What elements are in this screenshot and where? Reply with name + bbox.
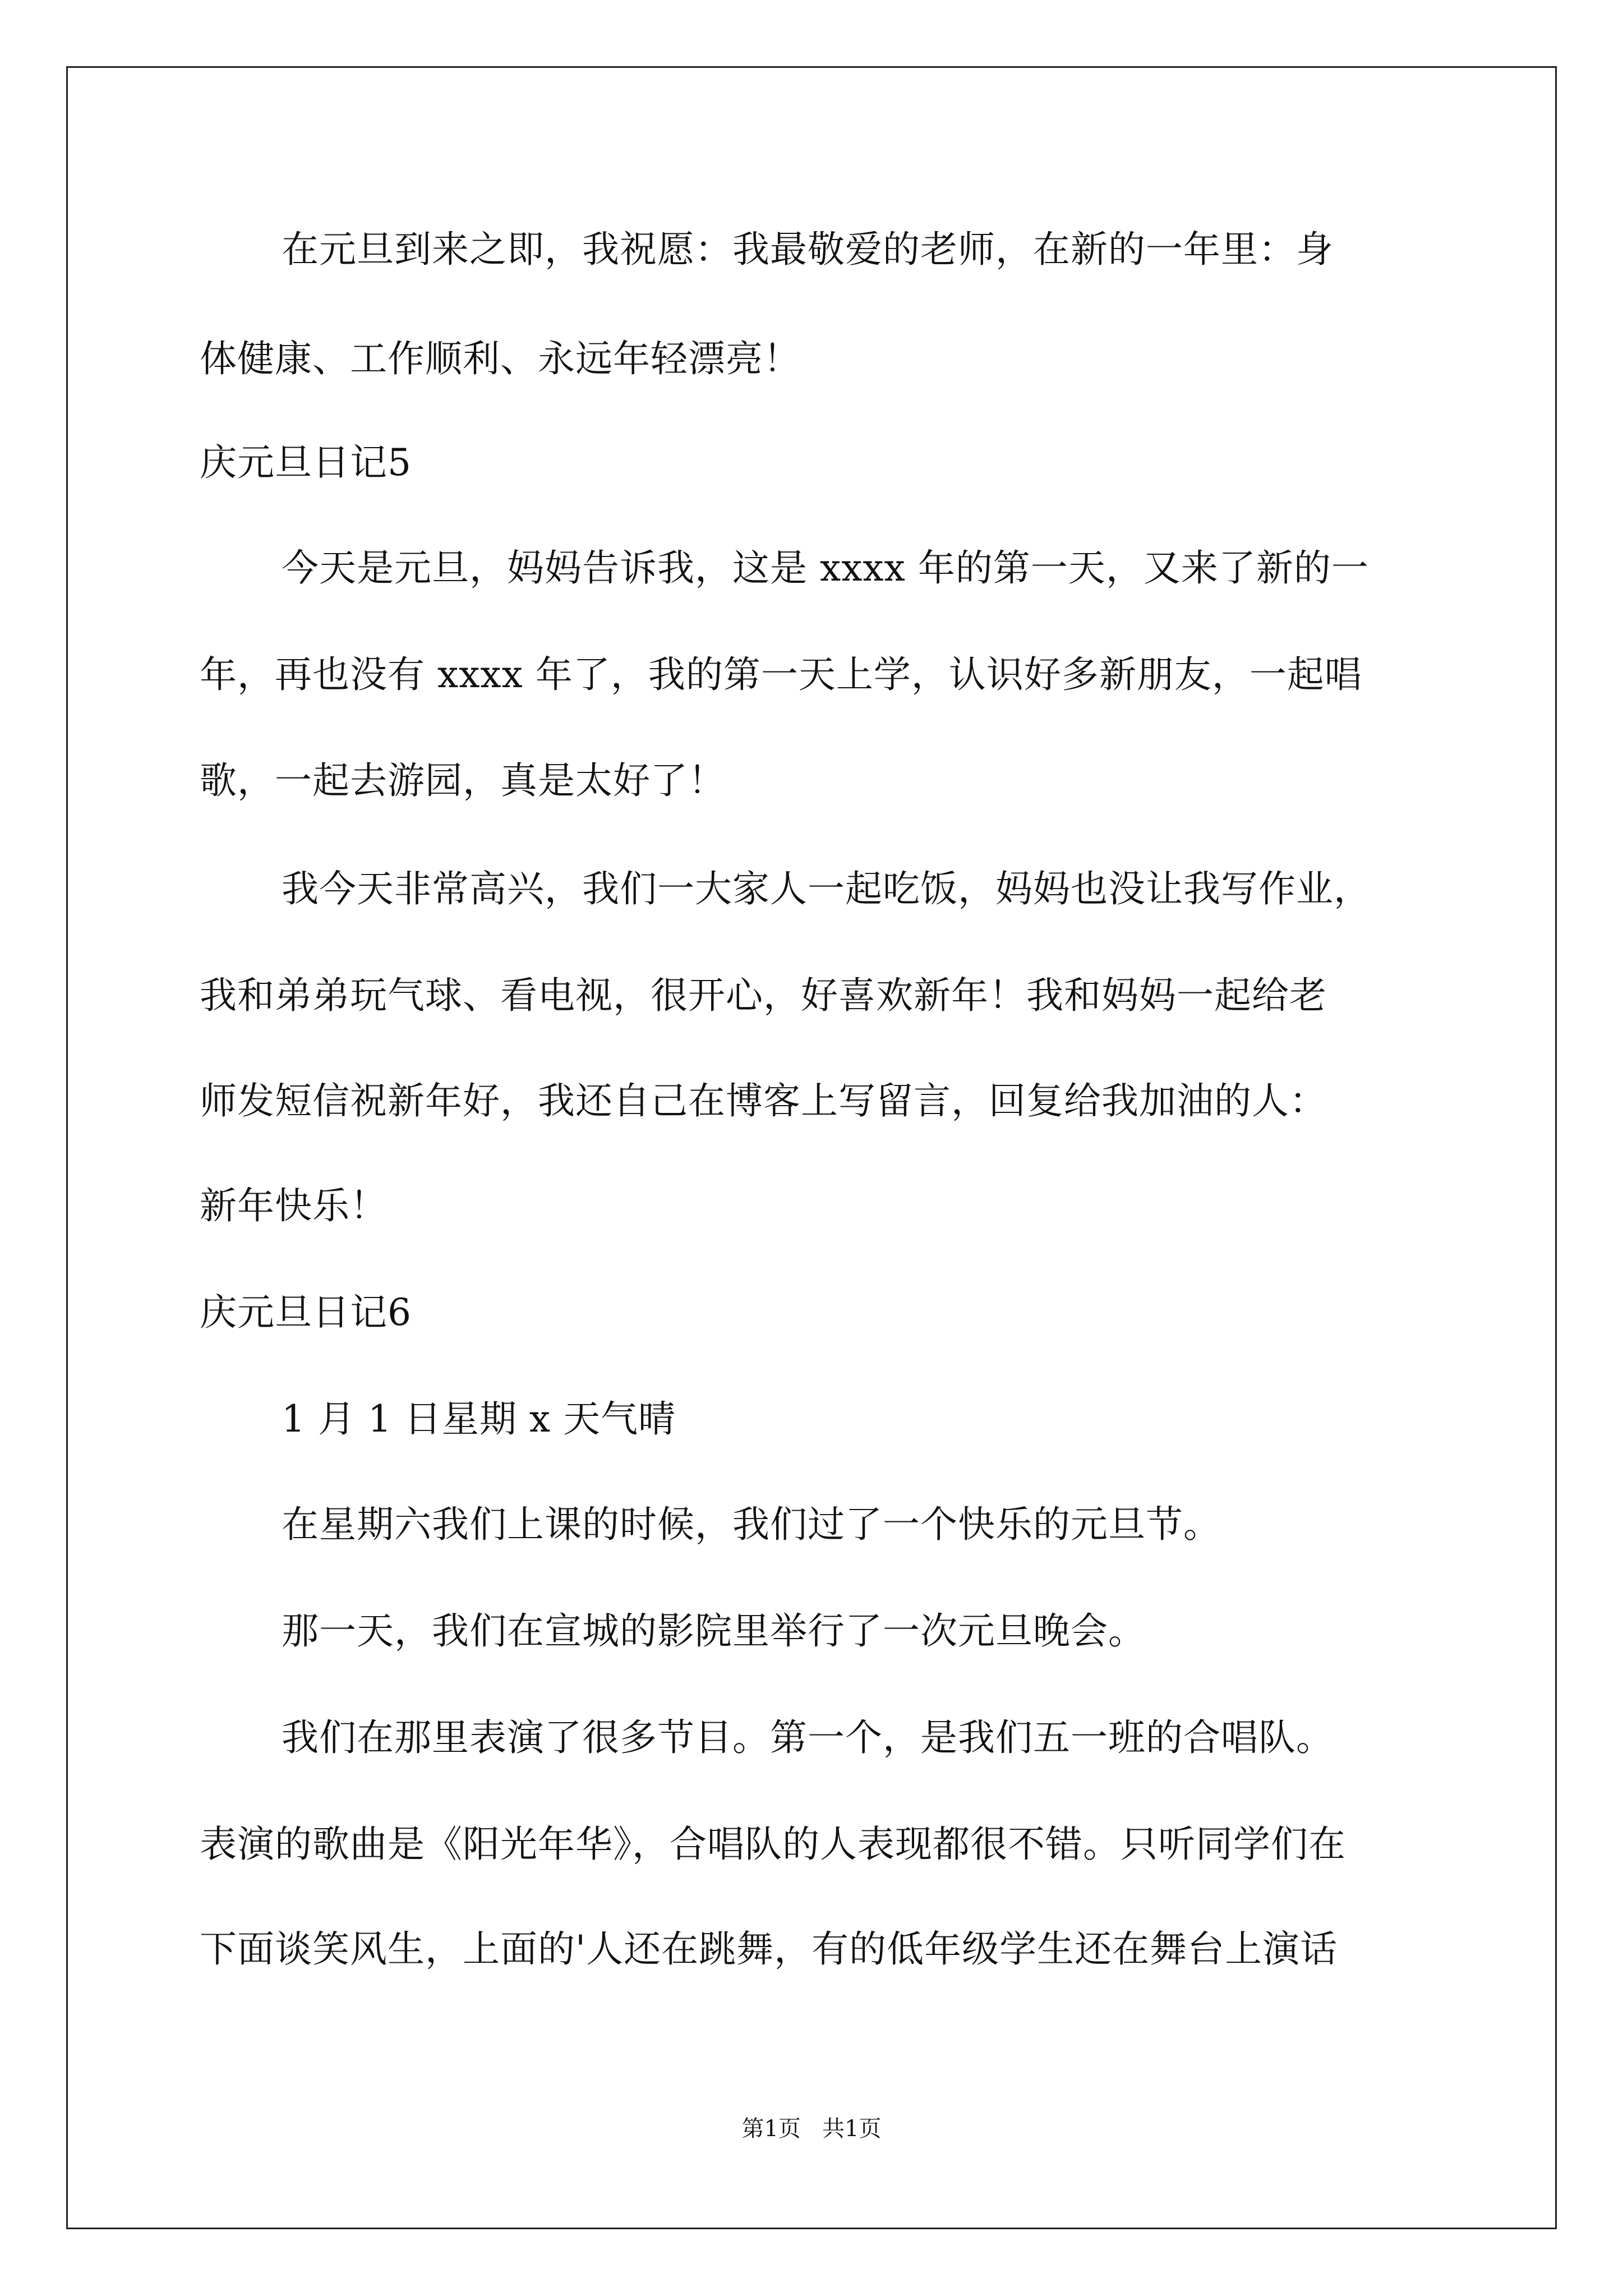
paragraph-line: 那一天，我们在宣城的影院里举行了一次元旦晚会。 (282, 1609, 1146, 1653)
paragraph-line: 我和弟弟玩气球、看电视，很开心，好喜欢新年！我和妈妈一起给老 (200, 974, 1327, 1017)
paragraph-line: 今天是元旦，妈妈告诉我，这是 xxxx 年的第一天，又来了新的一 (282, 546, 1369, 590)
paragraph-line: 在星期六我们上课的时候，我们过了一个快乐的元旦节。 (282, 1503, 1221, 1546)
paragraph-line: 表演的歌曲是《阳光年华》，合唱队的人表现都很不错。只听同学们在 (200, 1823, 1346, 1866)
paragraph-line: 我们在那里表演了很多节目。第一个，是我们五一班的合唱队。 (282, 1716, 1334, 1759)
paragraph-line: 体健康、工作顺利、永远年轻漂亮！ (200, 337, 801, 380)
paragraph-line: 下面谈笑风生，上面的'人还在跳舞，有的低年级学生还在舞台上演话 (200, 1927, 1338, 1971)
paragraph-line: 我今天非常高兴，我们一大家人一起吃饭，妈妈也没让我写作业， (282, 867, 1371, 910)
paragraph-line: 师发短信祝新年好，我还自己在博客上写留言，回复给我加油的人： (200, 1079, 1327, 1122)
paragraph-line: 歌，一起去游园，真是太好了！ (200, 759, 726, 802)
page-footer: 第1页 共1页 (741, 2116, 882, 2142)
paragraph-line: 在元旦到来之即，我祝愿：我最敬爱的老师，在新的一年里：身 (282, 228, 1334, 271)
paragraph-line: 年，再也没有 xxxx 年了，我的第一天上学，认识好多新朋友，一起唱 (200, 653, 1362, 696)
paragraph-line: 新年快乐！ (200, 1184, 388, 1227)
page-border (66, 66, 1557, 2229)
section-heading: 庆元旦日记5 (200, 441, 412, 484)
date-line: 1 月 1 日星期 x 天气晴 (282, 1397, 676, 1441)
section-heading: 庆元旦日记6 (200, 1291, 412, 1334)
